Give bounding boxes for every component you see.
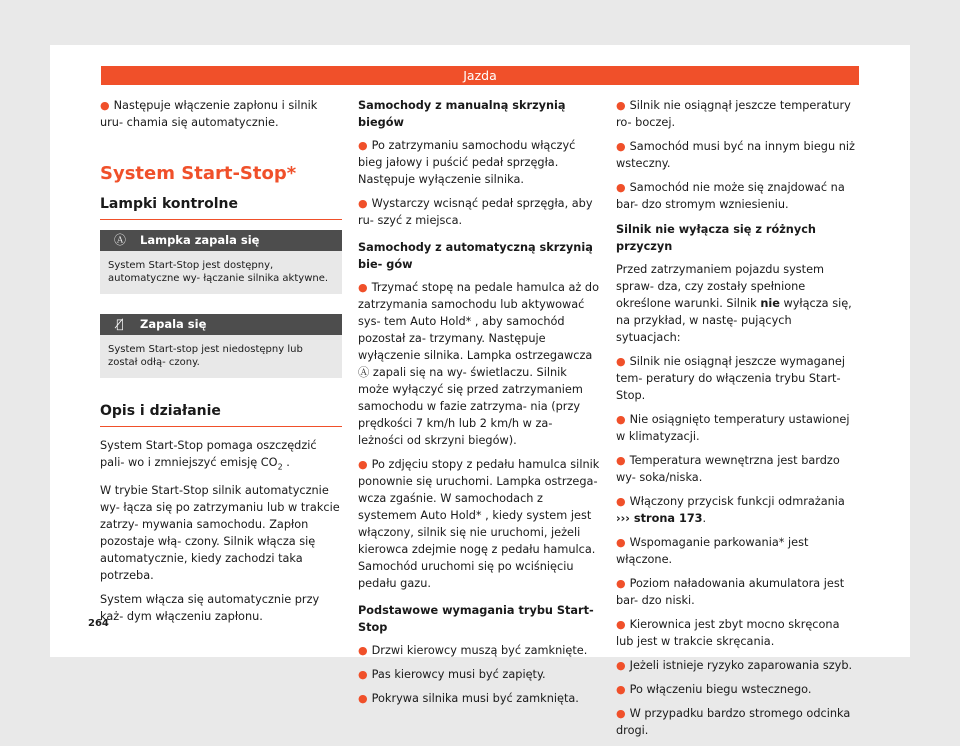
bullet-icon: ● xyxy=(616,454,626,467)
page-link[interactable]: ››› strona 173 xyxy=(616,512,703,525)
list-item: ● Włączony przycisk funkcji odmrażania ››› strona 173. xyxy=(616,495,845,525)
subsection-title-lamps: Lampki kontrolne xyxy=(100,195,342,220)
lamp-header xyxy=(100,314,342,335)
list-item: ● Samochód nie może się znajdować na bar- dzo stromym wzniesieniu. xyxy=(616,181,845,211)
bullet-icon: ● xyxy=(358,692,368,705)
list-item: ● Kierownica jest zbyt mocno skręcona lub jest w trakcie skręcania. xyxy=(616,618,840,648)
list-item: ● Nie osiągnięto temperatury ustawionej w klimatyzacji. xyxy=(616,413,850,443)
bullet-icon: ● xyxy=(100,99,110,112)
bullet-icon: ● xyxy=(616,683,626,696)
paragraph: W trybie Start-Stop silnik automatycznie wy- łącza się po zatrzymaniu lub w trakcie zatrzy- mywania samochodu. Zapłon pozostaje włą- czony. Silnik włącza się automatycznie, kiedy zachodzi taka potrzeba. xyxy=(100,484,340,583)
page-number: 264 xyxy=(88,618,109,629)
heading-automatic: Samochody z automatyczną skrzynią bie- gów xyxy=(358,241,593,271)
list-item: ● Po zdjęciu stopy z pedału hamulca silnik ponownie się uruchomi. Lampka ostrzega- wcza zgaśnie. W samochodach z systemem Auto Hold* , kiedy system jest włączony, silnik się nie uruchomi, jeżeli kierowca zdejmie nogę z pedału hamulca. Samochód uruchomi się po wciśnięciu pedału gazu. xyxy=(358,458,600,590)
list-item: ● Po włączeniu biegu wstecznego. xyxy=(616,683,812,696)
list-item: ● Poziom naładowania akumulatora jest bar- dzo niski. xyxy=(616,577,845,607)
bullet-icon: ● xyxy=(616,577,626,590)
lamp-title: Zapala się xyxy=(140,317,207,331)
bullet-icon: ● xyxy=(616,181,626,194)
lamp-title: Lampka zapala się xyxy=(140,233,260,247)
bullet-icon: ● xyxy=(616,536,626,549)
start-stop-icon: Ⓐ xyxy=(113,233,126,247)
lamp-block xyxy=(100,314,342,378)
list-item: ● Jeżeli istnieje ryzyko zaparowania szyb. xyxy=(616,659,853,672)
heading-reasons: Silnik nie wyłącza się z różnych przyczyn xyxy=(616,223,816,253)
paragraph: System Start-Stop pomaga oszczędzić pali- wo i zmniejszyć emisję $CO_2$ . xyxy=(100,439,317,472)
list-item: ● Pas kierowcy musi być zapięty. xyxy=(358,668,546,681)
bullet-icon: ● xyxy=(616,495,626,508)
list-item: ● Po zatrzymaniu samochodu włączyć bieg jałowy i puścić pedał sprzęgła. Następuje wyłączenie silnika. xyxy=(358,139,576,186)
list-item: ● Samochód musi być na innym biegu niż wsteczny. xyxy=(616,140,855,170)
bullet-icon: ● xyxy=(616,659,626,672)
bullet-icon: ● xyxy=(358,197,368,210)
chapter-header: Jazda xyxy=(101,66,859,85)
bullet-icon: ● xyxy=(358,458,368,471)
list-item: ● Następuje włączenie zapłonu i silnik uru- chamia się automatycznie. xyxy=(100,99,318,129)
heading-requirements: Podstawowe wymagania trybu Start-Stop xyxy=(358,604,594,634)
bullet-icon: ● xyxy=(358,281,368,294)
lamp-header xyxy=(100,230,342,251)
column-2 xyxy=(358,97,600,714)
bullet-icon: ● xyxy=(616,413,626,426)
list-item: ● Temperatura wewnętrzna jest bardzo wy- soka/niska. xyxy=(616,454,840,484)
list-item: ● Drzwi kierowcy muszą być zamknięte. xyxy=(358,644,588,657)
heading-manual: Samochody z manualną skrzynią biegów xyxy=(358,99,566,129)
column-1 xyxy=(100,97,342,632)
list-item: ● Silnik nie osiągnął jeszcze wymaganej tem- peratury do włączenia trybu Start-Stop. xyxy=(616,355,846,402)
bullet-icon: ● xyxy=(616,355,626,368)
list-item: ● Trzymać stopę na pedale hamulca aż do zatrzymania samochodu lub aktywować sys- tem Auto Hold* , aby samochód pozostał za- trzymany. Następuje wyłączenie silnika. Lampka ostrzegawcza Ⓐ zapali się na wy- świetlaczu. Silnik może wyłączyć się przed zatrzymaniem samochodu w fazie zatrzyma- nia (przy prędkości 7 km/h lub 2 km/h w za- leżności od skrzyni biegów). xyxy=(358,281,599,447)
list-item: ● Silnik nie osiągnął jeszcze temperatury ro- boczej. xyxy=(616,99,851,129)
lamp-description: System Start-stop jest niedostępny lub został odłą- czony. xyxy=(100,335,342,378)
column-3 xyxy=(616,97,858,746)
bullet-icon: ● xyxy=(616,707,626,720)
start-stop-off-icon: Ⓐ̸ xyxy=(116,317,124,331)
list-item: ● W przypadku bardzo stromego odcinka drogi. xyxy=(616,707,851,737)
list-item: ● Pokrywa silnika musi być zamknięta. xyxy=(358,692,579,705)
lamp-description: System Start-Stop jest dostępny, automatyczne wy- łączanie silnika aktywne. xyxy=(100,251,342,294)
bullet-icon: ● xyxy=(616,618,626,631)
bullet-icon: ● xyxy=(358,644,368,657)
paragraph: Przed zatrzymaniem pojazdu system spraw- dza, czy zostały spełnione określone warunki. Silnik nie wyłącza się, na przykład, w nastę- pujących sytuacjach: xyxy=(616,263,852,344)
bullet-icon: ● xyxy=(616,140,626,153)
lamp-block xyxy=(100,230,342,294)
bullet-icon: ● xyxy=(616,99,626,112)
paragraph: System włącza się automatycznie przy każ- dym włączeniu zapłonu. xyxy=(100,593,320,624)
section-title: System Start-Stop* xyxy=(100,163,297,184)
subsection-title-description: Opis i działanie xyxy=(100,402,342,427)
list-item: ● Wspomaganie parkowania* jest włączone. xyxy=(616,536,809,566)
bullet-icon: ● xyxy=(358,139,368,152)
list-item: ● Wystarczy wcisnąć pedał sprzęgła, aby ru- szyć z miejsca. xyxy=(358,197,593,227)
bullet-icon: ● xyxy=(358,668,368,681)
